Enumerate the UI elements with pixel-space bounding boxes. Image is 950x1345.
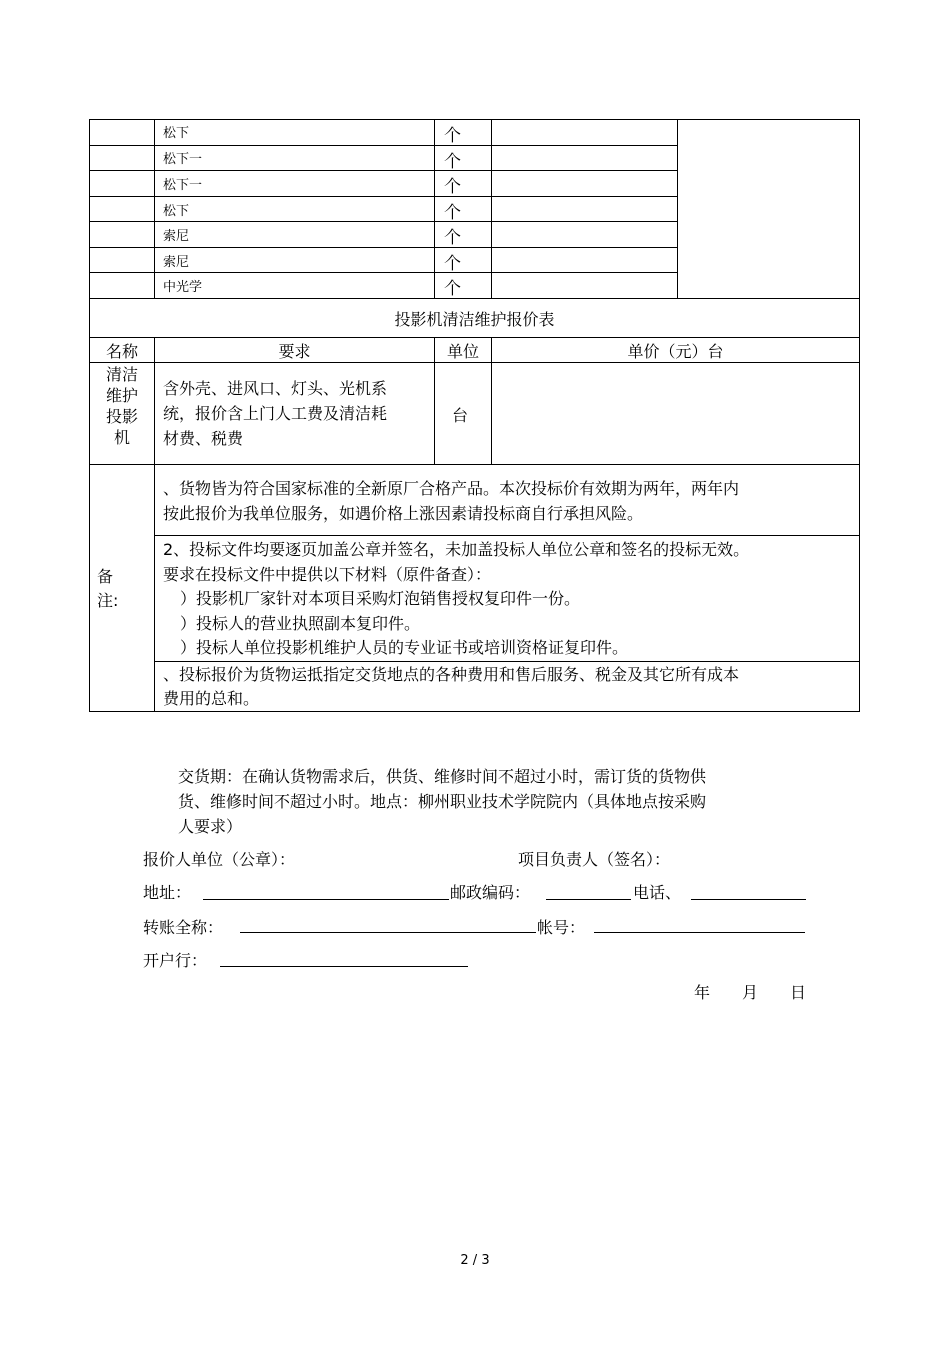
unit-cell: 个 — [444, 126, 461, 146]
brand-cell: 松下 — [163, 126, 190, 141]
brand-cell: 索尼 — [163, 229, 190, 244]
remark-note-2: 2、投标文件均要逐页加盖公章并签名，未加盖投标人单位公章和签名的投标无效。 要求在投标文件中提供以下材料（原件备查）： ）投影机厂家针对本项目采购灯泡销售授权复印件一份。 ）投标人的营业执照副本复印件。 ）投标人单位投影机维护人员的专业证书或培训资格证复印件。 — [163, 540, 750, 657]
section-title: 投影机清洁维护报价表 — [394, 309, 555, 329]
unit-cell: 个 — [444, 279, 461, 299]
bank-field[interactable] — [220, 966, 468, 967]
remark-note-1: 、货物皆为符合国家标准的全新原厂合格产品。本次投标价有效期为两年，两年内 按此报价为我单位服务，如遇价格上涨因素请投标商自行承担风险。 — [163, 479, 740, 523]
delivery-terms: 交货期：在确认货物需求后，供货、维修时间不超过小时，需订货的货物供 货、维修时间不超过小时。地点：柳州职业技术学院院内（具体地点按采购 人要求） — [178, 767, 707, 836]
brand-cell: 索尼 — [163, 255, 190, 270]
bidder-unit-label: 报价人单位（公章）： — [143, 850, 296, 869]
remarks-label: 备 注: — [97, 567, 119, 610]
service-name: 清洁 维护 投影 机 — [105, 365, 138, 447]
postcode-label: 邮政编码： — [450, 883, 531, 902]
date-month: 月 — [742, 983, 759, 1002]
brand-cell: 松下一 — [163, 178, 203, 193]
date-year: 年 — [694, 983, 711, 1002]
unit-cell: 个 — [444, 254, 461, 274]
account-no-field[interactable] — [594, 932, 805, 933]
unit-cell: 个 — [444, 177, 461, 197]
unit-cell: 个 — [444, 228, 461, 248]
service-unit: 台 — [452, 406, 469, 425]
bank-label: 开户行： — [143, 951, 208, 970]
header-requirement: 要求 — [278, 341, 311, 361]
brand-cell: 松下一 — [163, 152, 203, 167]
unit-cell: 个 — [444, 152, 461, 172]
address-field[interactable] — [203, 899, 449, 900]
remark-note-3: 、投标报价为货物运抵指定交货地点的各种费用和售后服务、税金及其它所有成本 费用的总和。 — [163, 665, 740, 708]
date-day: 日 — [790, 983, 807, 1002]
phone-label: 电话、 — [633, 883, 682, 902]
brand-cell: 松下 — [163, 204, 190, 219]
project-lead-label: 项目负责人（签名）： — [518, 850, 671, 869]
brand-cell: 中光学 — [163, 280, 203, 295]
account-name-label: 转账全称： — [143, 918, 224, 937]
account-no-label: 帐号： — [537, 918, 586, 937]
service-requirement: 含外壳、进风口、灯头、光机系 统，报价含上门人工费及清洁耗 材费、税费 — [163, 379, 388, 448]
header-name: 名称 — [105, 341, 138, 361]
page-number: 2 / 3 — [460, 1253, 490, 1268]
postcode-field[interactable] — [546, 899, 631, 900]
account-name-field[interactable] — [240, 932, 536, 933]
header-price: 单价（元）台 — [627, 341, 724, 361]
phone-field[interactable] — [691, 899, 806, 900]
address-label: 地址： — [143, 883, 192, 902]
header-unit: 单位 — [446, 341, 479, 361]
unit-cell: 个 — [444, 203, 461, 223]
